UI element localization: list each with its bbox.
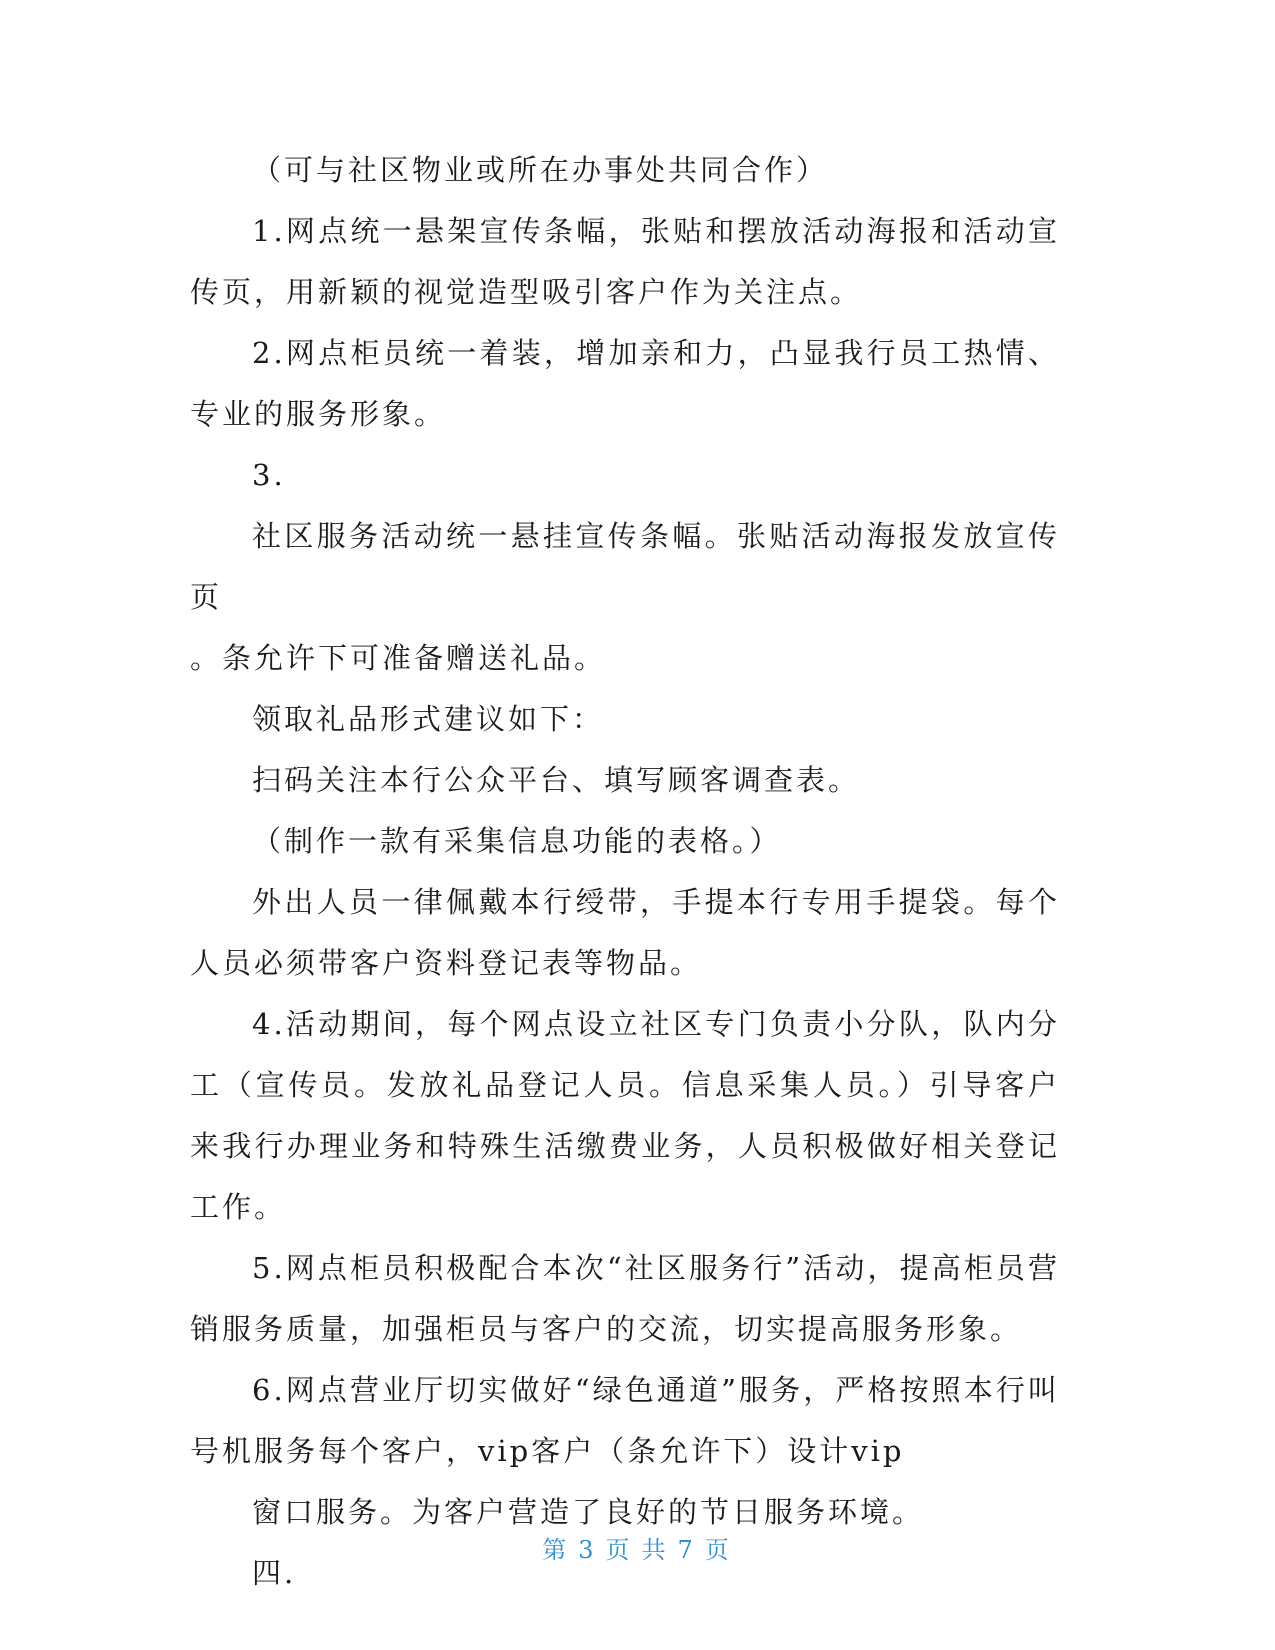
paragraph-item-6: 6.网点营业厅切实做好“绿色通道”服务，严格按照本行叫号机服务每个客户，vip客户（条允许下）设计vip (190, 1373, 1060, 1468)
paragraph-item-3-number: 3. (252, 458, 286, 492)
paragraph-item-1: 1.网点统一悬架宣传条幅，张贴和摆放活动海报和活动宣传页，用新颖的视觉造型吸引客户作为关注点。 (190, 214, 1060, 309)
paragraph-gift-method: 扫码关注本行公众平台、填写顾客调查表。 (252, 763, 861, 797)
footer-total-prefix: 共 (641, 1536, 670, 1564)
paragraph-item-3-text: 社区服务活动统一悬挂宣传条幅。张贴活动海报发放宣传页 (190, 519, 1060, 614)
paragraph-item-6-continuation: 窗口服务。为客户营造了良好的节日服务环境。 (252, 1495, 925, 1529)
paragraph-gift-heading: 领取礼品形式建议如下： (252, 702, 605, 736)
paragraph-item-2: 2.网点柜员统一着装，增加亲和力，凸显我行员工热情、专业的服务形象。 (190, 336, 1060, 431)
paragraph-form-note: （制作一款有采集信息功能的表格。） (252, 824, 782, 858)
footer-current-page: 3 (578, 1536, 598, 1564)
page-footer (0, 1530, 1275, 1565)
footer-total-unit: 页 (704, 1536, 733, 1564)
paragraph-section-four: 四. (252, 1556, 297, 1590)
paragraph-outgoing-staff: 外出人员一律佩戴本行绶带，手提本行专用手提袋。每个人员必须带客户资料登记表等物品。 (190, 885, 1060, 980)
paragraph-cooperation-note: （可与社区物业或所在办事处共同合作） (252, 153, 829, 187)
paragraph-item-3-continuation: 。条允许下可准备赠送礼品。 (190, 641, 607, 675)
paragraph-item-4: 4.活动期间，每个网点设立社区专门负责小分队，队内分工（宣传员。发放礼品登记人员。信息采集人员。）引导客户来我行办理业务和特殊生活缴费业务，人员积极做好相关登记工作。 (190, 1007, 1060, 1224)
footer-page-unit: 页 (605, 1536, 634, 1564)
footer-prefix: 第 (542, 1536, 571, 1564)
footer-total-pages: 7 (677, 1536, 697, 1564)
document-body (190, 140, 1060, 1604)
paragraph-item-5: 5.网点柜员积极配合本次“社区服务行”活动，提高柜员营销服务质量，加强柜员与客户的交流，切实提高服务形象。 (190, 1251, 1060, 1346)
